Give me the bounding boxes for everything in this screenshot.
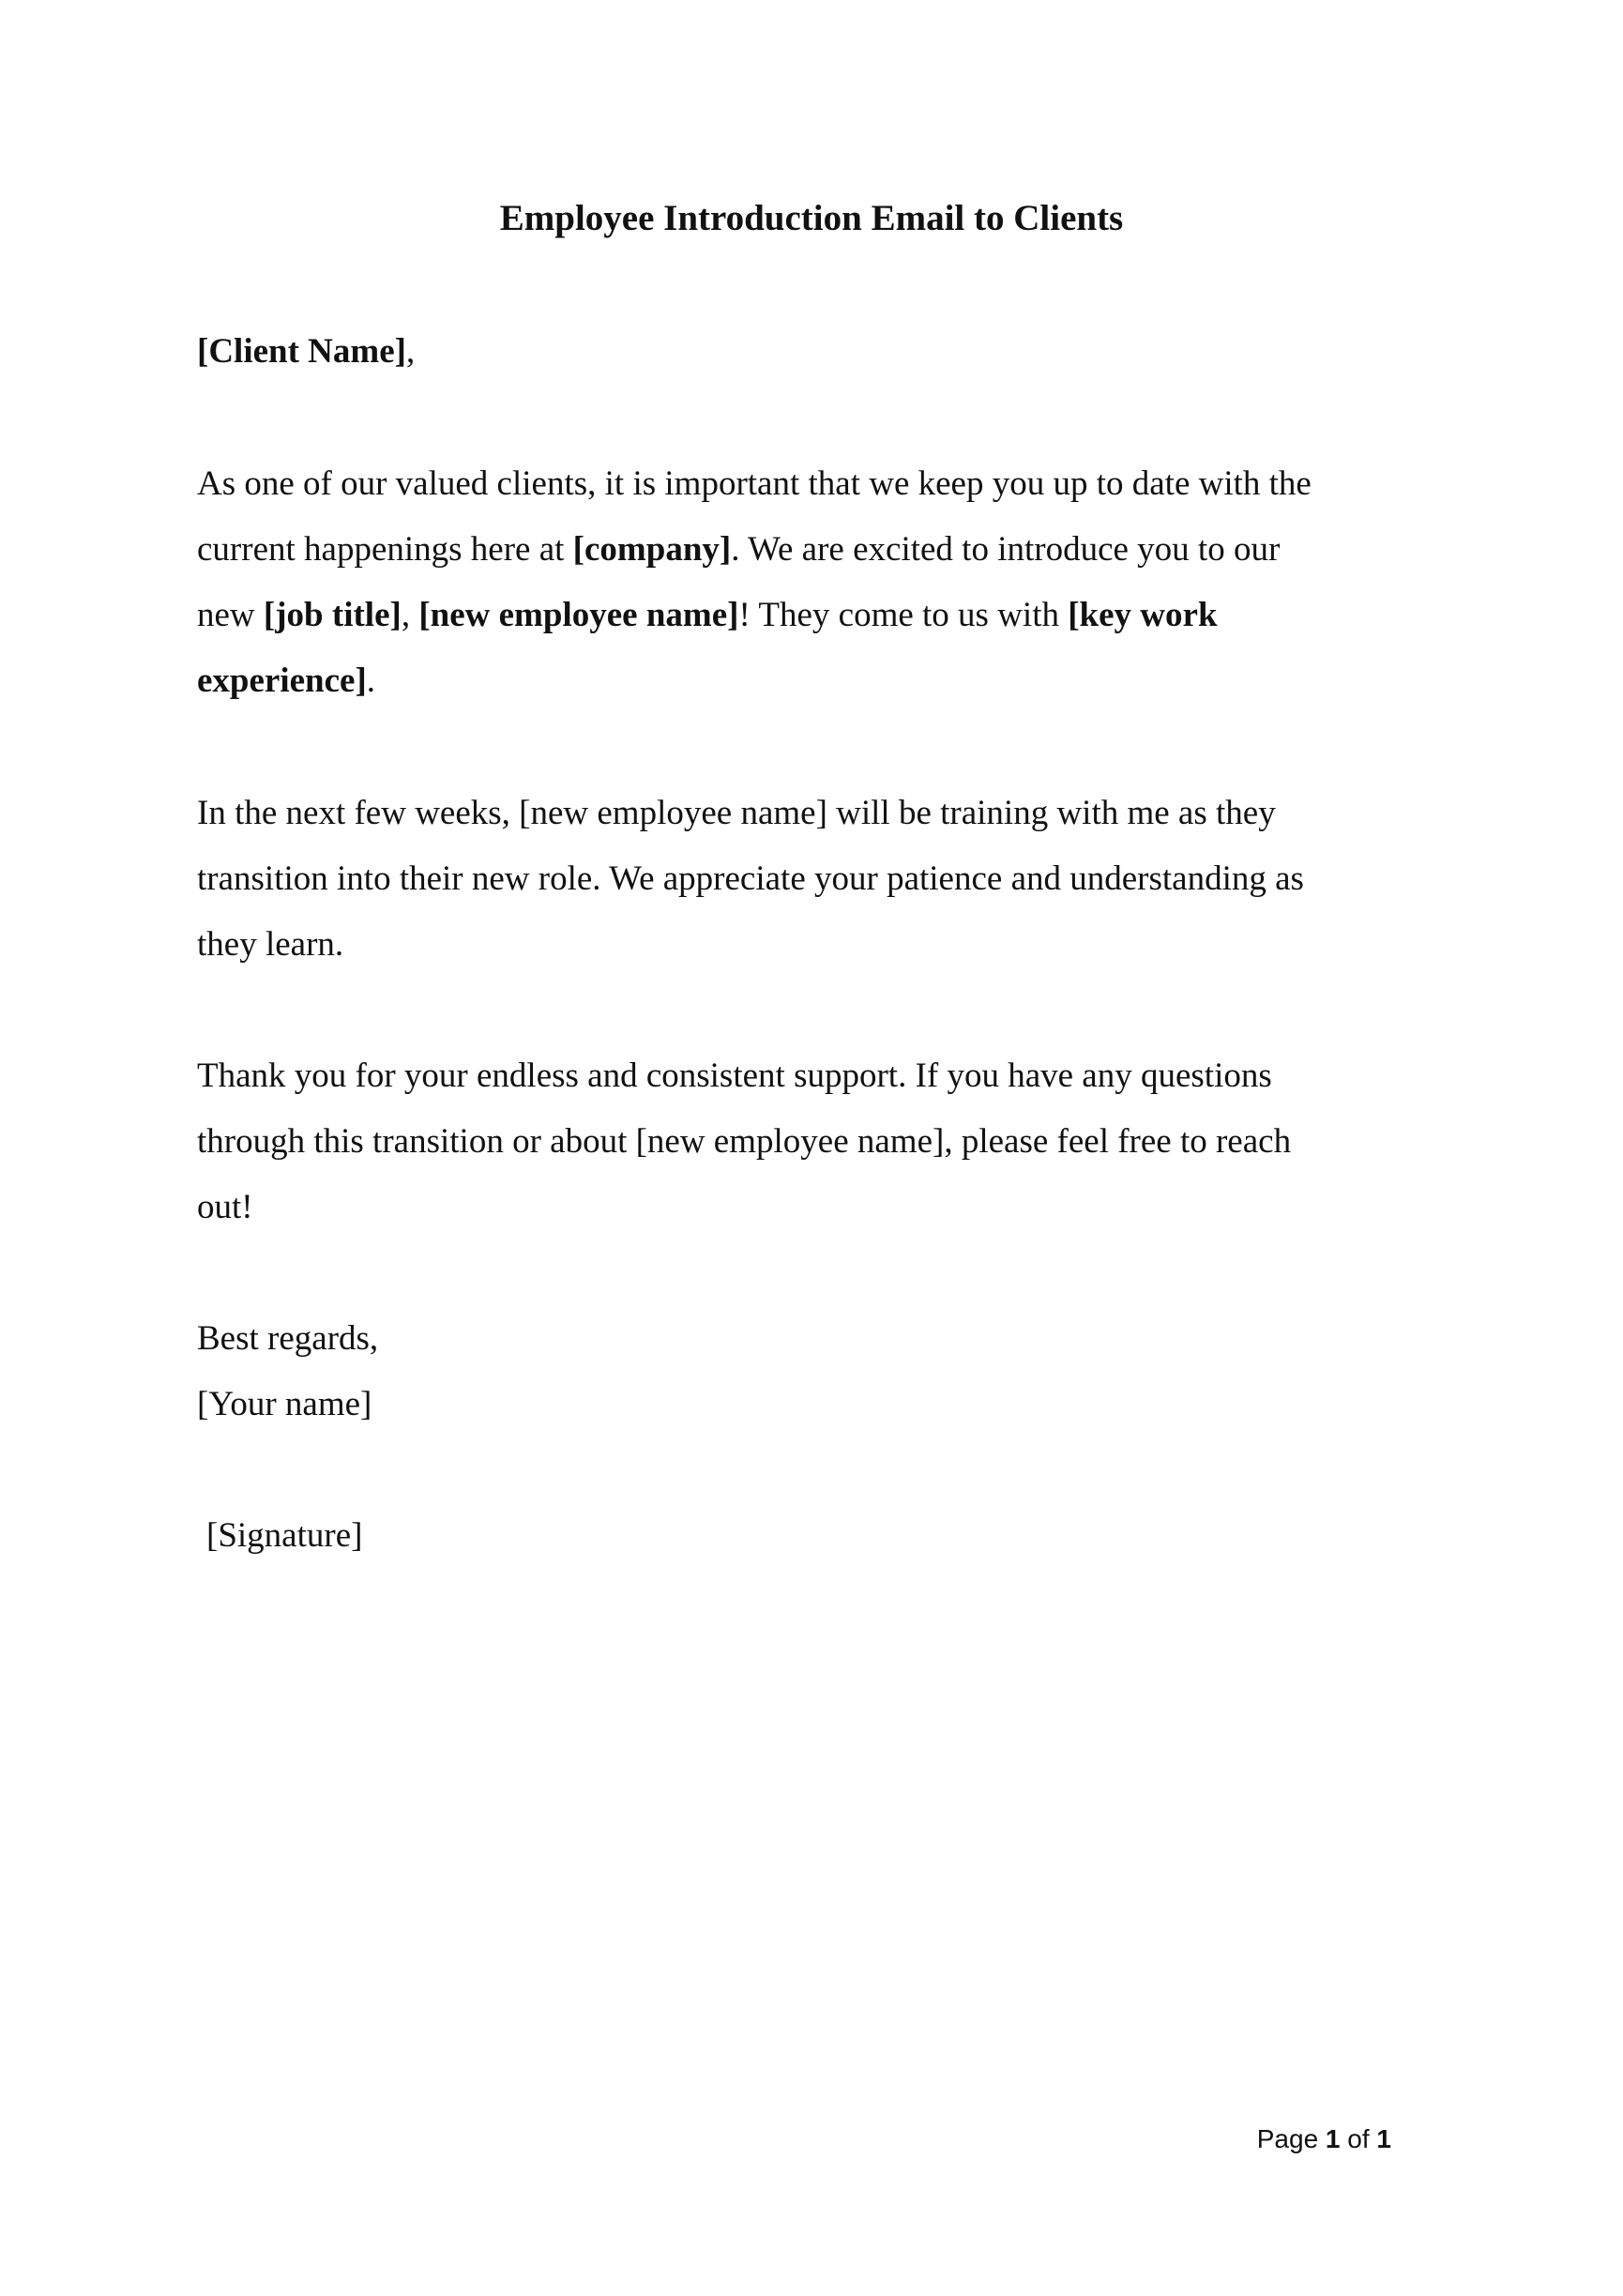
paragraph-thanks <box>197 1043 1435 1240</box>
paragraph-line <box>197 517 1435 583</box>
closing <box>197 1306 1435 1437</box>
salutation-comma: , <box>405 332 416 371</box>
text-run: . <box>366 661 376 700</box>
document-title: Employee Introduction Email to Clients <box>499 198 1124 238</box>
paragraph-line: As one of our valued clients, it is important that we keep you up to date with the <box>197 464 1312 503</box>
paragraph-line <box>197 648 1435 714</box>
paragraph-line: Thank you for your endless and consistent support. If you have any questions <box>197 1057 1272 1095</box>
page-label: Page <box>1256 2124 1326 2153</box>
text-run: . We are excited to introduce you to our <box>731 530 1281 569</box>
paragraph-line: transition into their new role. We appreciate your patience and understanding as <box>197 859 1304 898</box>
signature-text: [Signature] <box>206 1516 363 1555</box>
job-title-placeholder: [job title] <box>263 596 402 634</box>
company-placeholder: [company] <box>572 530 732 569</box>
paragraph-line: they learn. <box>197 925 344 964</box>
text-run: , <box>401 596 419 634</box>
paragraph-line: In the next few weeks, [new employee name] will be training with me as they <box>197 794 1276 832</box>
paragraph-training <box>197 781 1435 978</box>
text-run: current happenings here at <box>197 530 573 569</box>
paragraph-intro <box>197 451 1435 714</box>
signature-placeholder <box>206 1503 1445 1569</box>
closing-your-name: [Your name] <box>197 1385 372 1423</box>
paragraph-line <box>197 583 1435 648</box>
text-run: ! They come to us with <box>738 596 1069 634</box>
closing-regards: Best regards, <box>197 1319 379 1358</box>
client-name-placeholder: [Client Name] <box>197 332 406 371</box>
paragraph-line: through this transition or about [new employee name], please feel free to reach <box>197 1122 1292 1161</box>
page-current: 1 <box>1325 2124 1341 2153</box>
key-work-placeholder: [key work <box>1068 596 1218 634</box>
page-of-label: of <box>1340 2124 1377 2153</box>
paragraph-line: out! <box>197 1188 253 1226</box>
experience-placeholder: experience] <box>197 661 367 700</box>
text-run: new <box>197 596 264 634</box>
page-total: 1 <box>1376 2124 1391 2153</box>
salutation <box>197 319 1435 385</box>
page-number <box>1257 2121 1391 2158</box>
new-employee-name-placeholder: [new employee name] <box>418 596 739 634</box>
